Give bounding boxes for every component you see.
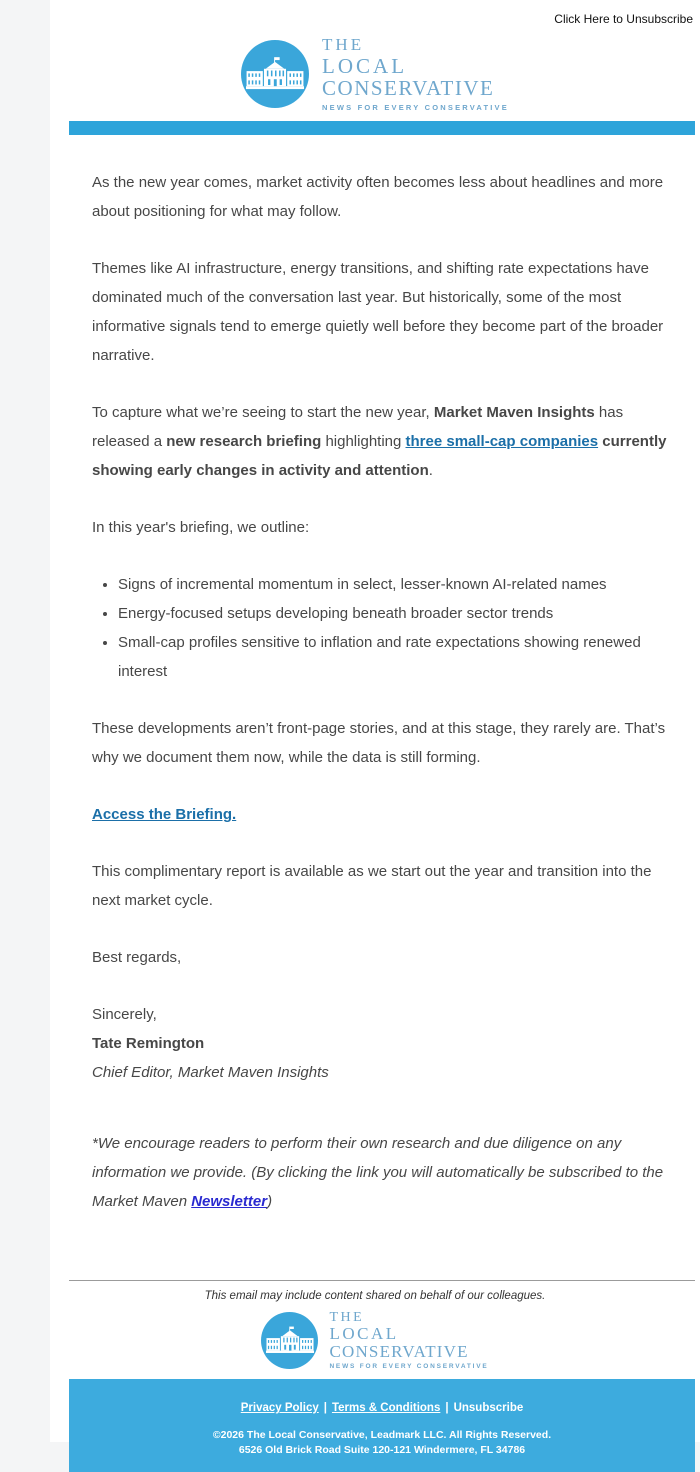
footer-bar bbox=[69, 1379, 695, 1472]
text-segment: highlighting bbox=[321, 433, 406, 450]
address-line: 6526 Old Brick Road Suite 120-121 Windermere, FL 34786 bbox=[238, 1444, 526, 1456]
briefing-bullet-list bbox=[92, 570, 670, 686]
signature-title: Chief Editor, Market Maven Insights bbox=[92, 1064, 329, 1081]
list-item: • Energy-focused setups developing beneath broader sector trends bbox=[118, 599, 670, 628]
small-cap-companies-link[interactable]: three small-cap companies bbox=[405, 433, 599, 450]
separator: | bbox=[323, 1402, 327, 1414]
signature-name: Tate Remington bbox=[92, 1035, 205, 1052]
colleagues-note: This email may include content shared on behalf of our colleagues. bbox=[204, 1290, 546, 1302]
logo-line-local: LOCAL bbox=[322, 53, 408, 78]
footer-logo bbox=[50, 1308, 700, 1372]
email-body bbox=[50, 0, 700, 1456]
text-segment: *We encourage readers to perform their own research and due diligence on any information we provide. (By clicking the link you will automatically be subscribed to the Market Maven bbox=[92, 1135, 664, 1210]
logo-tagline: NEWS FOR EVERY CONSERVATIVE bbox=[329, 1363, 489, 1371]
brand-name-bold: Market Maven Insights bbox=[433, 404, 595, 421]
logo-line-the: THE bbox=[322, 35, 365, 55]
footer-links bbox=[79, 1402, 685, 1414]
signature-block bbox=[92, 1000, 670, 1087]
list-item: • Signs of incremental momentum in select, lesser-known AI-related names bbox=[118, 570, 670, 599]
terms-conditions-link[interactable]: Terms & Conditions bbox=[331, 1402, 441, 1414]
footer-unsubscribe-link[interactable]: Unsubscribe bbox=[453, 1402, 524, 1414]
footer-copyright bbox=[79, 1428, 685, 1458]
paragraph-themes: Themes like AI infrastructure, energy transitions, and shifting rate expectations have dominated much of the conversation last year. But historically, some of the most informative signals tend to emerge quietly well before they become part of the broader narrative. bbox=[92, 260, 664, 364]
preheader bbox=[50, 0, 700, 26]
text-segment: . bbox=[428, 462, 433, 479]
logo-tagline: NEWS FOR EVERY CONSERVATIVE bbox=[322, 102, 509, 112]
logo-line-conservative: CONSERVATIVE bbox=[322, 76, 495, 101]
logo-wordmark bbox=[322, 36, 509, 112]
paragraph-briefing bbox=[92, 398, 670, 485]
paragraph-regards: Best regards, bbox=[92, 949, 182, 966]
disclaimer bbox=[92, 1129, 670, 1216]
access-briefing-link[interactable]: Access the Briefing. bbox=[92, 806, 237, 823]
footer-divider bbox=[69, 1280, 695, 1281]
text-segment: To capture what we’re seeing to start the new year, bbox=[92, 404, 434, 421]
logo-line-local: LOCAL bbox=[329, 1323, 399, 1343]
paragraph-developments: These developments aren’t front-page stories, and at this stage, they rarely are. That’s why we document them now, while the data is still forming. bbox=[92, 720, 666, 766]
newsletter-link[interactable]: Newsletter bbox=[191, 1193, 268, 1210]
paragraph-outline-intro: In this year's briefing, we outline: bbox=[92, 519, 310, 536]
access-briefing-row bbox=[92, 800, 670, 829]
logo-line-conservative: CONSERVATIVE bbox=[329, 1342, 469, 1362]
email-content bbox=[50, 168, 700, 1216]
logo-line-the: THE bbox=[329, 1309, 365, 1325]
copyright-line: ©2026 The Local Conservative, Leadmark LLC. All Rights Reserved. bbox=[212, 1429, 552, 1441]
signature-sincerely: Sincerely, bbox=[92, 1006, 157, 1023]
white-house-icon bbox=[241, 40, 309, 108]
header-accent-bar bbox=[69, 121, 695, 135]
privacy-policy-link[interactable]: Privacy Policy bbox=[240, 1402, 319, 1414]
list-item: • Small-cap profiles sensitive to inflation and rate expectations showing renewed interest bbox=[118, 628, 670, 686]
text-segment: has released a bbox=[92, 404, 624, 450]
separator: | bbox=[445, 1402, 449, 1414]
text-segment: ) bbox=[267, 1193, 273, 1210]
paragraph-intro: As the new year comes, market activity often becomes less about headlines and more about positioning for what may follow. bbox=[92, 174, 664, 220]
early-changes-bold: currently showing early changes in activity and attention bbox=[92, 433, 667, 479]
header-logo bbox=[50, 34, 700, 114]
preheader-unsubscribe-link[interactable]: Click Here to Unsubscribe bbox=[554, 12, 693, 26]
research-briefing-bold: new research briefing bbox=[166, 433, 322, 450]
paragraph-complimentary: This complimentary report is available as we start out the year and transition into the next market cycle. bbox=[92, 863, 652, 909]
white-house-icon bbox=[261, 1312, 318, 1369]
logo-wordmark bbox=[329, 1310, 488, 1371]
